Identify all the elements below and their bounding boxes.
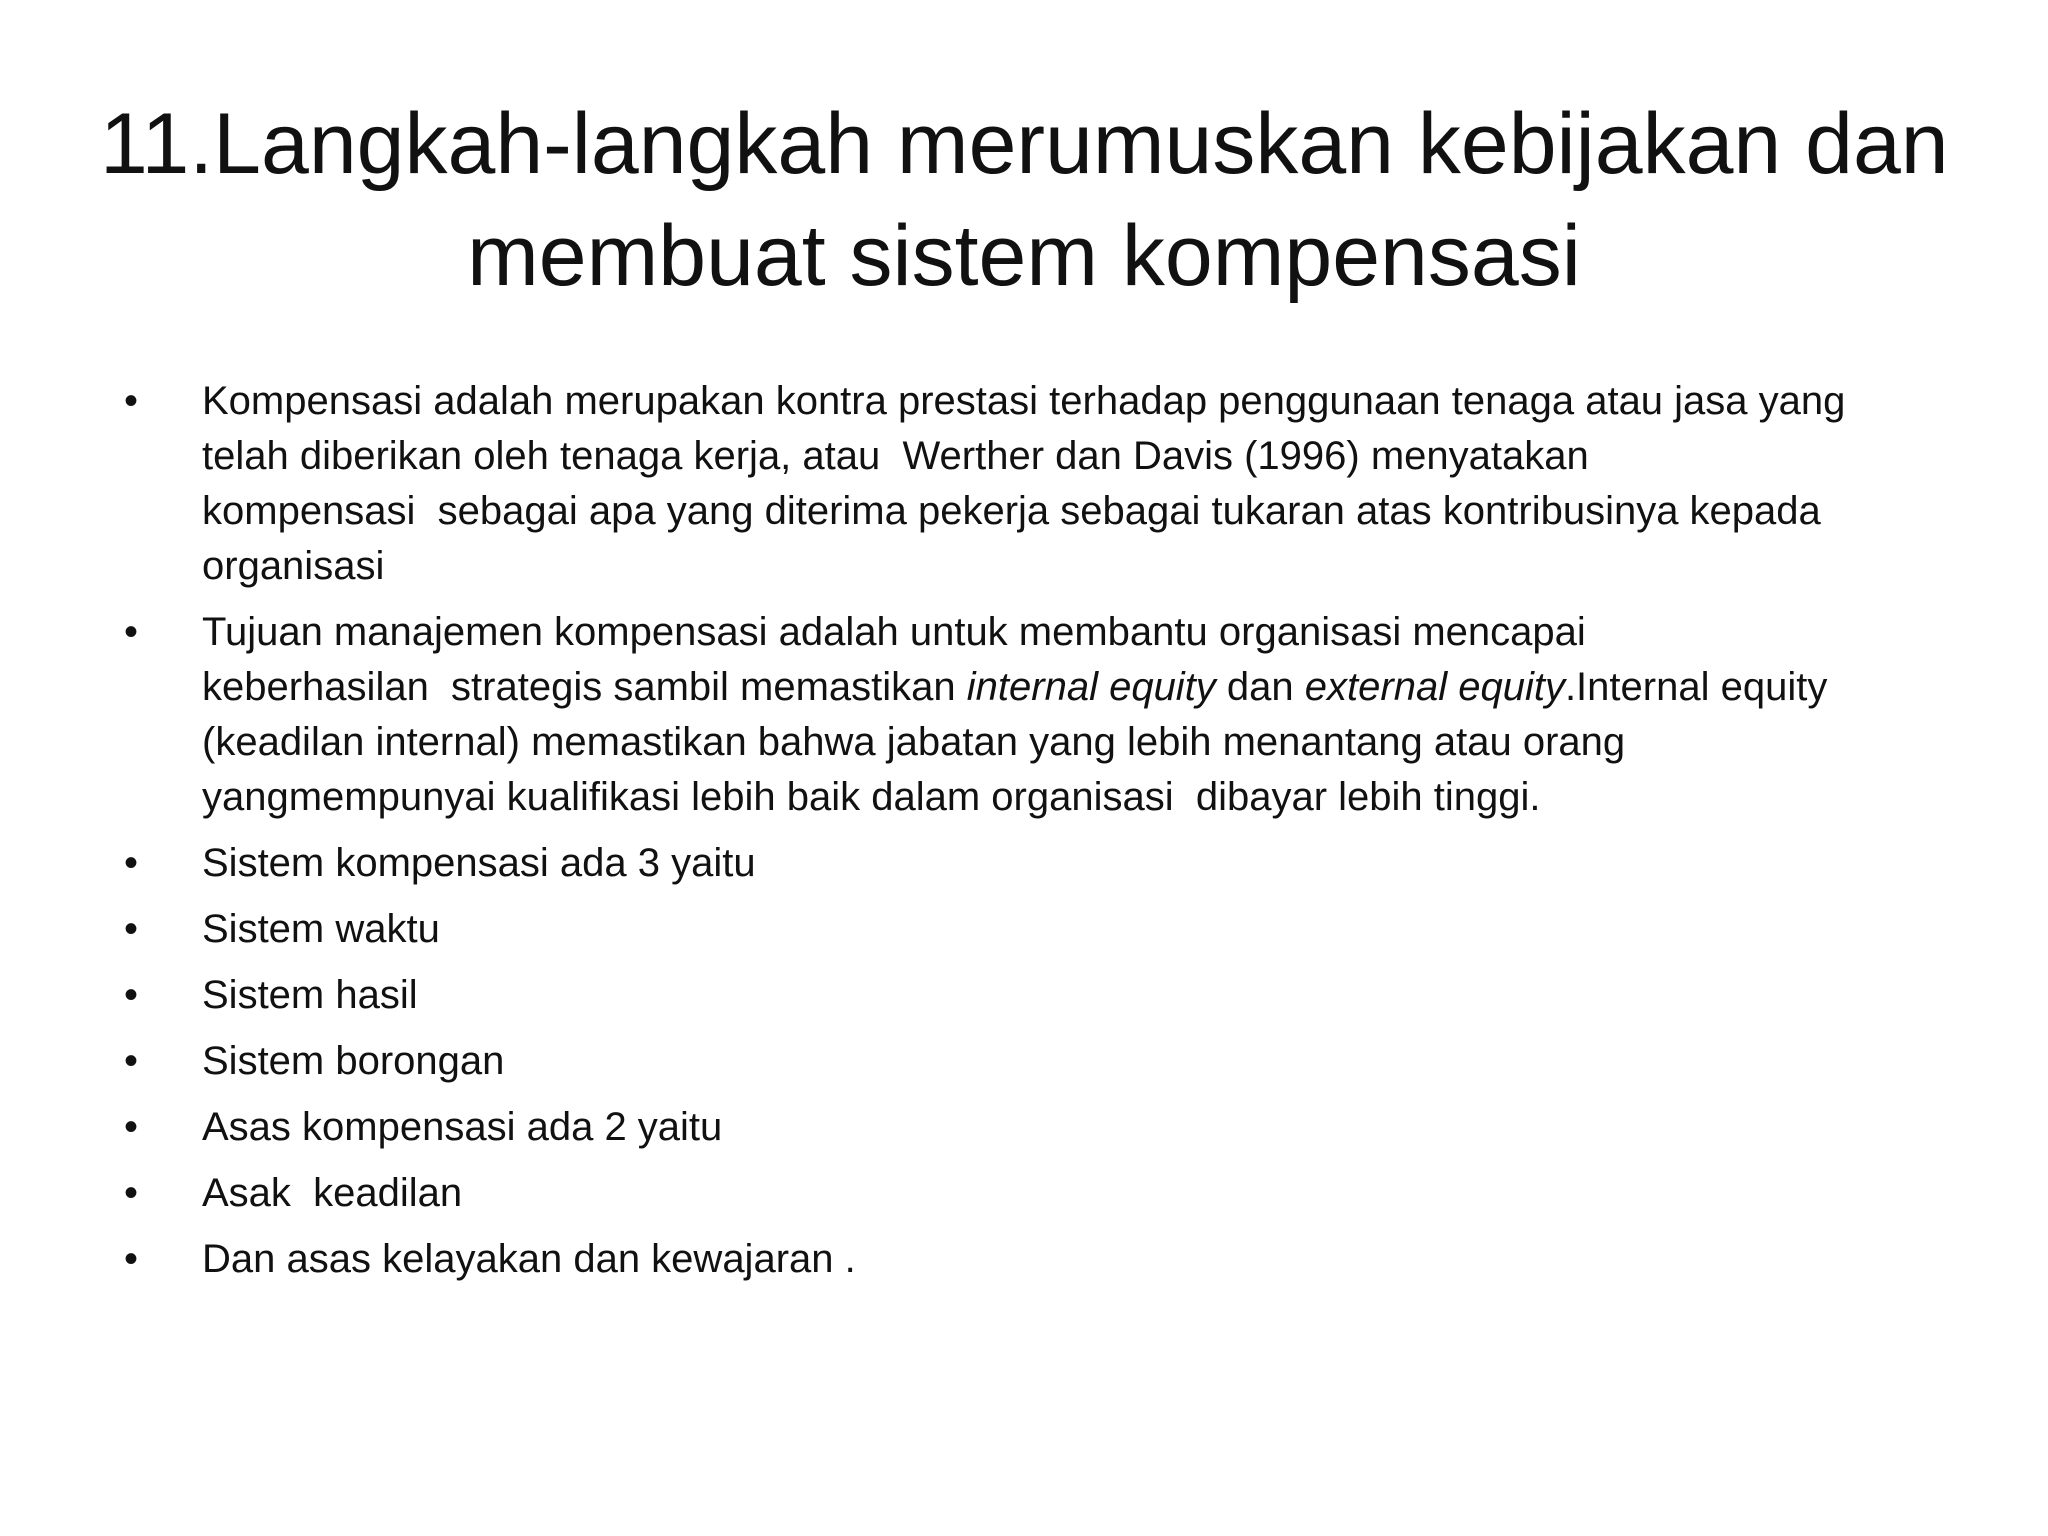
italic-term: internal equity bbox=[966, 665, 1216, 709]
bullet-item bbox=[124, 902, 1944, 957]
bullet-list bbox=[124, 374, 1944, 1298]
text-segment: keberhasilan strategis sambil memastikan bbox=[202, 665, 967, 709]
bullet-text-line: kompensasi sebagai apa yang diterima pekerja sebagai tukaran atas kontribusinya kepada bbox=[202, 489, 1821, 533]
bullet-icon: • bbox=[124, 1237, 139, 1281]
bullet-text-line: yangmempunyai kualifikasi lebih baik dalam organisasi dibayar lebih tinggi. bbox=[202, 775, 1541, 819]
bullet-text-line: Asak keadilan bbox=[202, 1171, 463, 1215]
bullet-text-line: Sistem waktu bbox=[202, 907, 440, 951]
bullet-icon: • bbox=[124, 907, 139, 951]
bullet-text-line: (keadilan internal) memastikan bahwa jabatan yang lebih menantang atau orang bbox=[202, 720, 1626, 764]
bullet-text-line: Sistem borongan bbox=[202, 1039, 505, 1083]
bullet-item bbox=[124, 968, 1944, 1023]
bullet-item bbox=[124, 1232, 1944, 1287]
bullet-item bbox=[124, 374, 1944, 594]
bullet-text-line: Sistem kompensasi ada 3 yaitu bbox=[202, 841, 756, 885]
bullet-icon: • bbox=[124, 973, 139, 1017]
bullet-icon: • bbox=[124, 1171, 139, 1215]
bullet-item bbox=[124, 1100, 1944, 1155]
text-segment: dan bbox=[1215, 665, 1305, 709]
bullet-text-line: telah diberikan oleh tenaga kerja, atau Werther dan Davis (1996) menyatakan bbox=[202, 434, 1589, 478]
bullet-text-line: Asas kompensasi ada 2 yaitu bbox=[202, 1105, 723, 1149]
bullet-text-line bbox=[202, 660, 1944, 715]
slide-title-line-1: 11.Langkah-langkah merumuskan kebijakan dan bbox=[100, 96, 1949, 192]
bullet-item bbox=[124, 1034, 1944, 1089]
bullet-text-line: Tujuan manajemen kompensasi adalah untuk membantu organisasi mencapai bbox=[202, 610, 1586, 654]
bullet-item bbox=[124, 1166, 1944, 1221]
bullet-text-line: Dan asas kelayakan dan kewajaran . bbox=[202, 1237, 856, 1281]
bullet-icon: • bbox=[124, 1105, 139, 1149]
bullet-item bbox=[124, 836, 1944, 891]
bullet-text-line: Sistem hasil bbox=[202, 973, 418, 1017]
bullet-icon: • bbox=[124, 1039, 139, 1083]
bullet-item bbox=[124, 605, 1944, 825]
slide-title bbox=[100, 88, 1948, 312]
slide-title-line-2: membuat sistem kompensasi bbox=[467, 208, 1581, 304]
text-segment: .Internal equity bbox=[1564, 665, 1828, 709]
bullet-text-line: organisasi bbox=[202, 544, 385, 588]
bullet-icon: • bbox=[124, 610, 139, 654]
bullet-icon: • bbox=[124, 841, 139, 885]
bullet-text-line: Kompensasi adalah merupakan kontra prestasi terhadap penggunaan tenaga atau jasa yang bbox=[202, 379, 1846, 423]
bullet-icon: • bbox=[124, 379, 139, 423]
italic-term: external equity bbox=[1304, 665, 1565, 709]
